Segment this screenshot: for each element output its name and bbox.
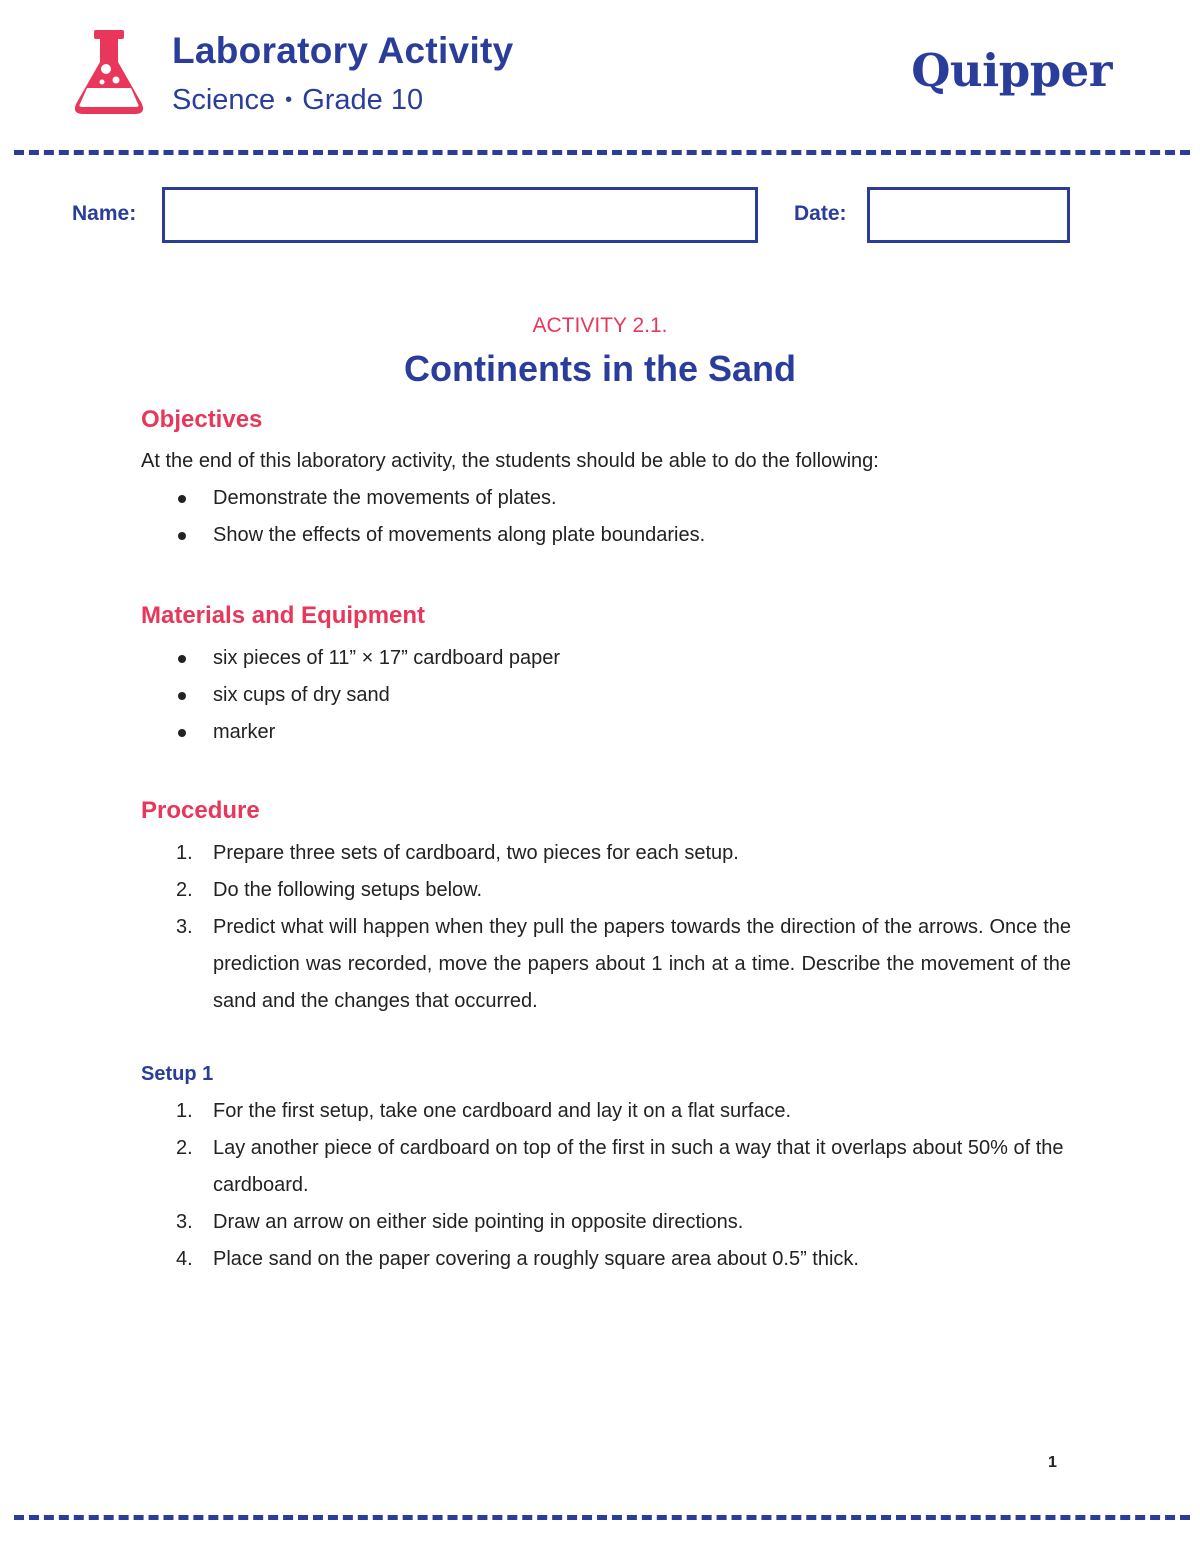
- top-dashed-divider: [14, 150, 1190, 155]
- list-item: Demonstrate the movements of plates.: [141, 480, 1071, 517]
- setup1-list: [141, 1093, 1071, 1278]
- step-text: Prepare three sets of cardboard, two pieces for each setup.: [213, 842, 739, 864]
- brand-logo: Quipper: [911, 44, 1112, 97]
- name-label: Name:: [72, 202, 137, 225]
- step-text: For the first setup, take one cardboard and lay it on a flat surface.: [213, 1100, 792, 1122]
- step-number: 1.: [176, 1100, 193, 1122]
- step-number: 3.: [176, 1211, 193, 1233]
- procedure-heading: Procedure: [141, 797, 260, 824]
- step-text: Predict what will happen when they pull the papers towards the direction of the arrows. Once the prediction was recorded, move the papers about 1 inch at a time. Describe the movement of the sand and the changes that occurred.: [213, 916, 1071, 1012]
- objectives-list: [141, 480, 1071, 554]
- step-number: 2.: [176, 1137, 193, 1159]
- page-header: [72, 24, 1112, 124]
- grade-label: Grade 10: [302, 84, 424, 116]
- objectives-intro: At the end of this laboratory activity, the students should be able to do the following:: [141, 450, 879, 472]
- date-field[interactable]: [867, 187, 1070, 243]
- separator-dot: •: [285, 89, 293, 111]
- bottom-dashed-divider: [14, 1515, 1190, 1520]
- list-item: six cups of dry sand: [141, 677, 1071, 714]
- list-item: marker: [141, 714, 1071, 751]
- objectives-heading: Objectives: [141, 406, 263, 433]
- step-text: Draw an arrow on either side pointing in opposite directions.: [213, 1211, 744, 1233]
- list-item: six pieces of 11” × 17” cardboard paper: [141, 640, 1071, 677]
- step-text: Place sand on the paper covering a roughly square area about 0.5” thick.: [213, 1248, 859, 1270]
- setup1-heading: Setup 1: [141, 1063, 214, 1085]
- step-number: 3.: [176, 916, 193, 938]
- list-item: [141, 1130, 1071, 1204]
- header-title: Laboratory Activity: [172, 30, 514, 71]
- step-number: 2.: [176, 879, 193, 901]
- subject-label: Science: [172, 84, 276, 116]
- list-item: [141, 1093, 1071, 1130]
- list-item: [141, 835, 1071, 872]
- date-label: Date:: [794, 202, 847, 225]
- list-item: Show the effects of movements along plate boundaries.: [141, 517, 1071, 554]
- step-number: 1.: [176, 842, 193, 864]
- procedure-list: [141, 835, 1071, 1020]
- list-item: [141, 1241, 1071, 1278]
- list-item: [141, 1204, 1071, 1241]
- activity-number: ACTIVITY 2.1.: [532, 314, 668, 337]
- materials-list: [141, 640, 1071, 751]
- list-item: [141, 872, 1071, 909]
- materials-heading: Materials and Equipment: [141, 602, 426, 629]
- lab-flask-icon: [72, 28, 156, 116]
- page-number: 1: [1048, 1454, 1057, 1471]
- list-item: [141, 909, 1071, 1020]
- activity-title: Continents in the Sand: [404, 348, 796, 389]
- header-subtitle: [172, 84, 423, 117]
- name-field[interactable]: [162, 187, 758, 243]
- step-text: Do the following setups below.: [213, 879, 483, 901]
- step-text: Lay another piece of cardboard on top of the first in such a way that it overlaps about 50% of the cardboard.: [213, 1137, 1064, 1196]
- step-number: 4.: [176, 1248, 193, 1270]
